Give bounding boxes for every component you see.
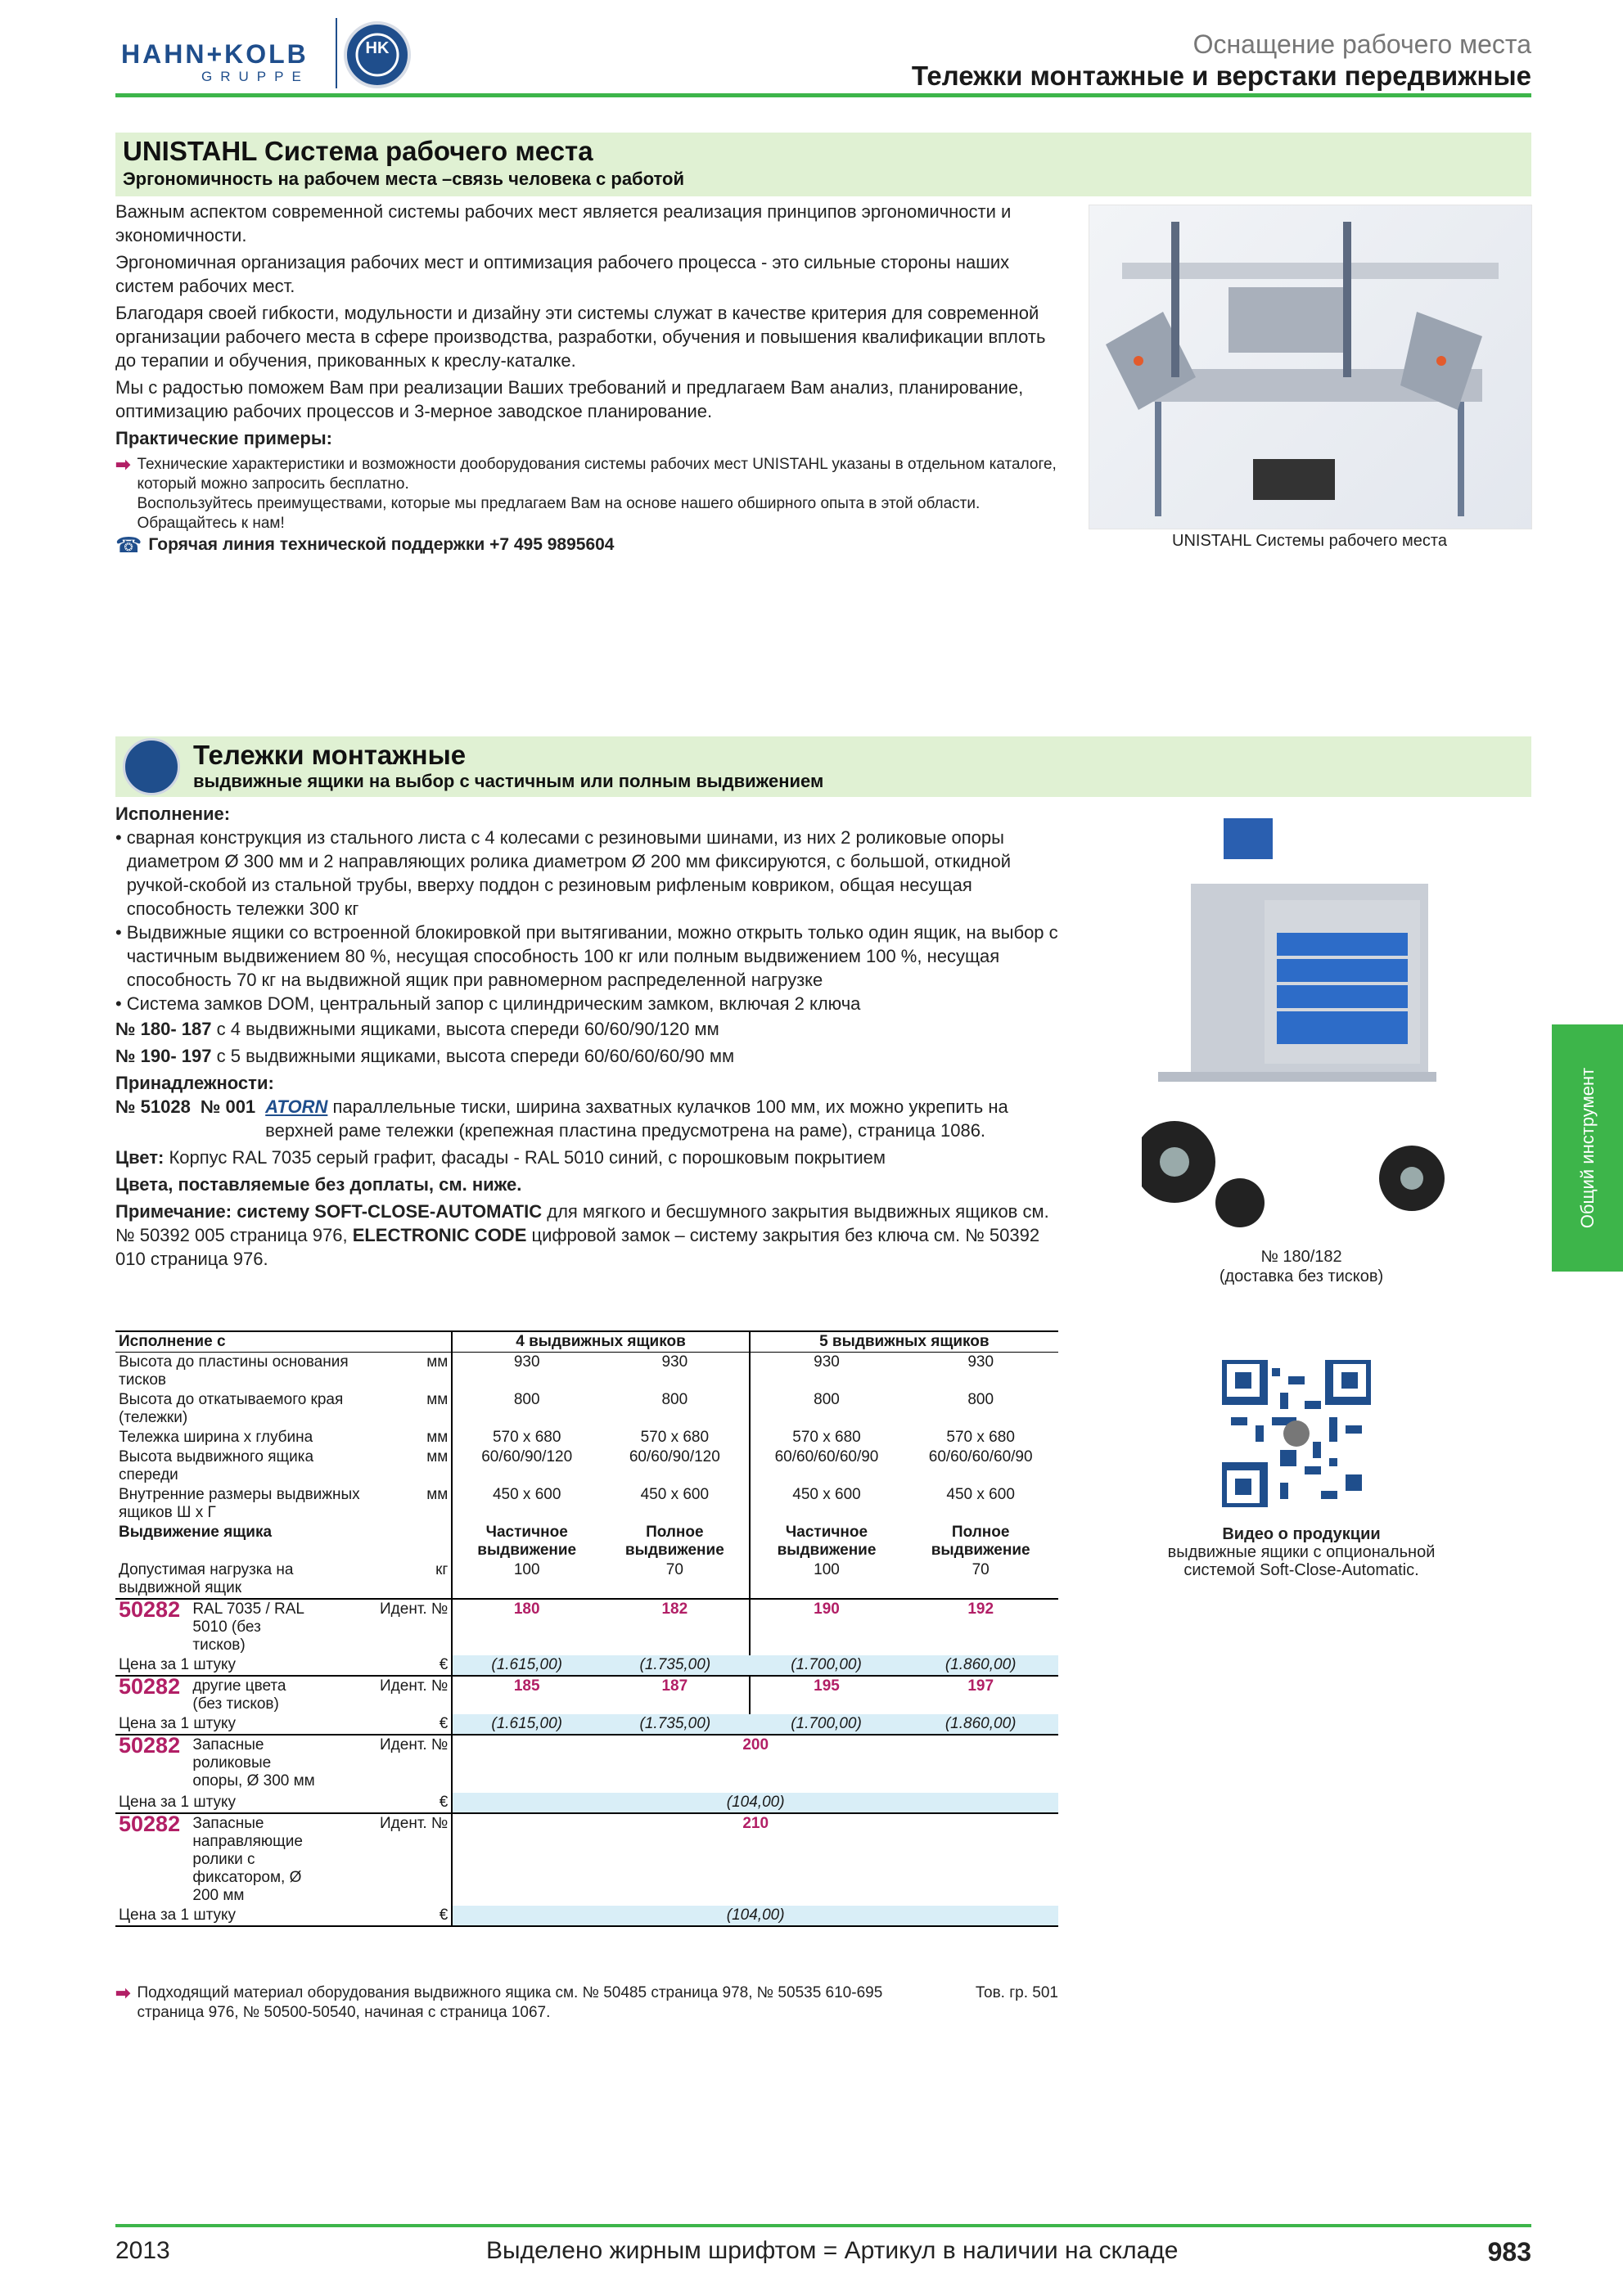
section1-notes <box>115 455 1057 555</box>
table-row: Высота до откатываемого края (тележки) мм 800 800 800 800 <box>119 1391 994 1426</box>
video-block <box>1142 1525 1461 1579</box>
table-row: Выдвижение ящика Частичное выдвижение Полное выдвижение Частичное выдвижение Полное выдвижение <box>119 1524 1030 1559</box>
article-row: 50282 другие цвета (без тисков) Идент. № 185 187 195 197 <box>115 1676 1058 1714</box>
paragraph: Важным аспектом современной системы рабочих мест является реализация принципов эргономичности и экономичности. <box>115 201 1012 245</box>
phone-icon: ☎ <box>115 533 142 557</box>
paragraph: Эргономичная организация рабочих мест и оптимизация рабочего процесса - это сильные стороны наших систем рабочих мест. <box>115 252 1010 296</box>
accessory-line: № 51028 № 001 ATORN параллельные тиски, ширина захватных кулачков 100 мм, их можно укрепить на верхней раме тележки (крепежная пластина предусмотрена на раме), страница 1086. <box>115 1096 1008 1141</box>
section1-subtitle: Эргономичность на рабочем места –связь человека с работой <box>123 169 684 189</box>
bullet-item: • сварная конструкция из стального листа с 4 колесами с резиновыми шинами, из них 2 роликовые опоры диаметром Ø 300 мм и 2 направляющих ролика диаметром Ø 200 мм фиксируются, с большой, откидной ручкой-скобой из стальной трубы, вверху поддон с резиновым рифленым ковриком, общая несущая способность тележки 300 кг <box>115 827 1012 919</box>
examples-heading: Практические примеры: <box>115 428 332 448</box>
accessories-heading: Принадлежности: <box>115 1073 274 1093</box>
logo-divider <box>336 18 337 88</box>
arrow-right-icon: ➡ <box>115 1983 131 2003</box>
color-line: Цвет: Корпус RAL 7035 серый графит, фасады - RAL 5010 синий, с порошковым покрытием <box>115 1147 886 1168</box>
section2-subtitle: выдвижные ящики на выбор с частичным или полным выдвижением <box>193 771 824 791</box>
models-line: № 180- 187 с 4 выдвижными ящиками, высота спереди 60/60/90/120 мм <box>115 1019 719 1039</box>
price-row: Цена за 1 штуку € (1.615,00) (1.735,00) (1.700,00) (1.860,00) <box>115 1655 1058 1676</box>
note: Воспользуйтесь преимуществами, которые мы предлагаем Вам на основе нашего обширного опыта в этой области. Обращайтесь к нам! <box>137 495 981 532</box>
spec-table <box>115 1330 1058 1927</box>
table-row: Тележка ширина х глубина мм 570 x 680 570 x 680 570 x 680 570 x 680 <box>119 1429 1015 1446</box>
footer-year: 2013 <box>115 2237 170 2264</box>
hk-emblem-icon <box>347 25 408 85</box>
table-row: Высота до пластины основания тисков мм 930 930 930 930 <box>119 1353 994 1389</box>
logo-subtitle: GRUPPE <box>201 69 309 84</box>
paragraph: Мы с радостью поможем Вам при реализации Ваших требований и предлагаем Вам анализ, планирование, оптимизацию рабочих процессов и 3-мерное заводское планирование. <box>115 377 1024 421</box>
side-tab-label: Общий инструмент <box>1576 1067 1598 1229</box>
models-line: № 190- 197 с 5 выдвижными ящиками, высота спереди 60/60/60/60/90 мм <box>115 1046 735 1066</box>
hotline: Горячая линия технической поддержки +7 495 9895604 <box>148 535 615 554</box>
video-title: Видео о продукции <box>1222 1525 1381 1543</box>
workstation-caption: UNISTAHL Системы рабочего места <box>1172 532 1447 550</box>
side-tab[interactable] <box>1552 1024 1623 1272</box>
page-number: 983 <box>1487 2237 1531 2267</box>
qr-code-icon[interactable] <box>1222 1360 1371 1507</box>
color-note: Цвета, поставляемые без доплаты, см. ниже. <box>115 1174 522 1195</box>
workstation-image <box>1089 205 1532 529</box>
header-title: Тележки монтажные и верстаки передвижные <box>911 61 1531 91</box>
footer-note: Выделено жирным шрифтом = Артикул в наличии на складе <box>486 2237 1179 2264</box>
cart-image <box>1142 818 1461 1236</box>
section1-body <box>115 200 1057 450</box>
section2-body <box>115 802 1065 1271</box>
bullet-item: • Выдвижные ящики со встроенной блокировкой при вытягивании, можно открыть только один ящик, на выбор с частичным выдвижением 80 %, несущая способность 100 кг или полным выдвижением 100 %, несущая способность 70 кг на выдвижной ящик при равномерном распределенной нагрузке <box>115 922 1058 990</box>
cart-caption: № 180/182 (доставка без тисков) <box>1219 1248 1384 1285</box>
paragraph: Благодаря своей гибкости, модульности и дизайну эти системы служат в качестве критерия для современной организации рабочего места в сфере производства, разработки, обучения и повышения квалификации вплоть до терапии и обучения, прикованных к креслу-каталке. <box>115 303 1046 371</box>
footer-divider <box>115 2224 1531 2227</box>
article-row: 50282 RAL 7035 / RAL 5010 (без тисков) Идент. № 180 182 190 192 <box>115 1599 1058 1655</box>
header-divider <box>115 93 1531 97</box>
video-text: выдвижные ящики с опциональной системой Soft-Close-Automatic. <box>1167 1543 1436 1579</box>
workstation-illustration-icon <box>1089 205 1531 529</box>
logo: HAHN+KOLB <box>121 39 309 69</box>
table-row: Высота выдвижного ящика спереди мм 60/60/90/120 60/60/90/120 60/60/60/60/90 60/60/60/60/90 <box>119 1448 1033 1483</box>
price-row: Цена за 1 штуку € (1.615,00) (1.735,00) (1.700,00) (1.860,00) <box>115 1714 1058 1735</box>
article-row: 50282 Запасные направляющие ролики с фиксатором, Ø 200 мм Идент. № 210 <box>115 1813 1058 1906</box>
table-row: Внутренние размеры выдвижных ящиков Ш х Г мм 450 x 600 450 x 600 450 x 600 450 x 600 <box>119 1486 1015 1521</box>
table-header-row: Исполнение с 4 выдвижных ящиков 5 выдвижных ящиков <box>115 1331 1058 1353</box>
atorn-brand: ATORN <box>265 1096 328 1117</box>
section2-title: Тележки монтажные <box>193 740 467 770</box>
section1-title: UNISTAHL Система рабочего места <box>123 136 593 166</box>
header-category: Оснащение рабочего места <box>1192 29 1531 59</box>
hk-badge-icon <box>123 738 180 795</box>
price-row: Цена за 1 штуку € (104,00) <box>115 1906 1058 1926</box>
remark: Примечание: систему SOFT-CLOSE-AUTOMATIC для мягкого и бесшумного закрытия выдвижных ящиков см. № 50392 005 страница 976, ELECTRONIC CODE цифровой замок – систему закрытия без ключа см. № 50392 010 страница 976. <box>115 1201 1049 1269</box>
article-row: 50282 Запасные роликовые опоры, Ø 300 мм Идент. № 200 <box>115 1735 1058 1793</box>
arrow-right-icon: ➡ <box>115 454 131 475</box>
hk-logo-icon <box>344 21 411 88</box>
cart-illustration-icon <box>1142 818 1461 1236</box>
execution-heading: Исполнение: <box>115 804 231 824</box>
qr-pattern-icon <box>1222 1360 1371 1507</box>
bullet-item: • Система замков DOM, центральный запор с цилиндрическим замком, включая 2 ключа <box>115 993 861 1014</box>
note: Технические характеристики и возможности дооборудования системы рабочих мест UNISTAHL указаны в отдельном каталоге, который можно запросить бесплатно. <box>137 456 1057 493</box>
table-row: Допустимая нагрузка на выдвижной ящик кг 100 70 100 70 <box>115 1560 1058 1599</box>
product-group: Тов. гр. 501 <box>975 1984 1058 2001</box>
badge-h: HK <box>365 39 390 57</box>
footnote: ➡ Подходящий материал оборудования выдвижного ящика см. № 50485 страница 978, № 50535 610-695 страница 976, № 50500-50540, начиная с страница 1067. Тов. гр. 501 <box>115 1983 1058 2021</box>
price-row: Цена за 1 штуку € (104,00) <box>115 1793 1058 1813</box>
